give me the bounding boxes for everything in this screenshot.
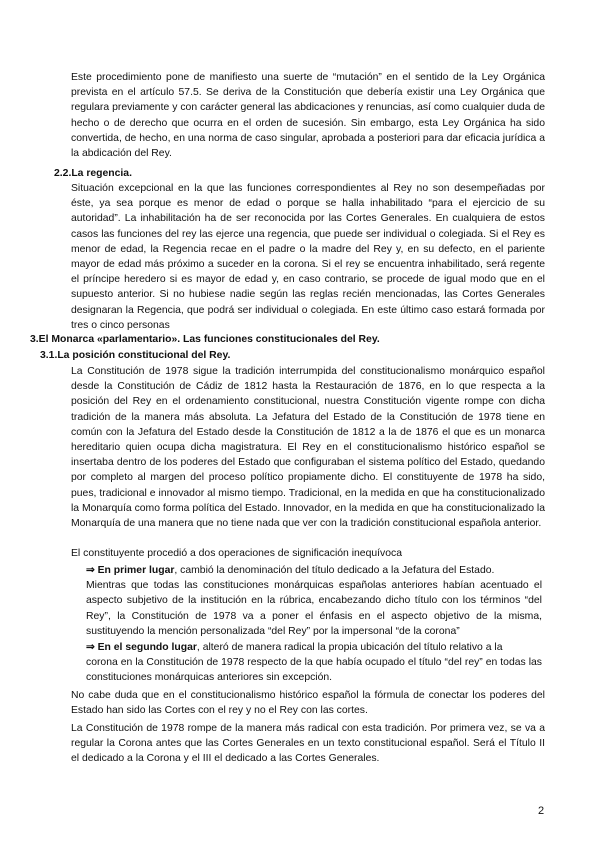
heading-regencia: 2.2.La regencia.	[54, 168, 132, 179]
page-number: 2	[538, 805, 545, 817]
paragraph-operaciones: El constituyente procedió a dos operaciones de significación inequívoca	[71, 548, 402, 559]
arrow-icon: ⇒	[86, 642, 95, 653]
bullet-body: corona en la Constitución de 1978 respecto de la que había ocupado el título “del rey” en todas las constituciones monárquicas anteriores sin excepción.	[86, 657, 542, 684]
bullet-body: Mientras que todas las constituciones monárquicas españolas anteriores habían acentuado el aspecto subjetivo de la institución en la rúbrica, encabezando dicho título con los términos “del Rey”, la Constitución de 1978 va a poner el énfasis en el aspecto objetivo de la misma, sustituyendo la mención personalizada “del Rey” por la impersonal “de la corona”	[86, 580, 542, 637]
paragraph-intro: Este procedimiento pone de manifiesto una suerte de “mutación” en el sentido de la Ley Orgánica prevista en el artículo 57.5. Se deriva de la Constitución que debería existir una Ley Orgánica que regulara previamente y con carácter general las abdicaciones y renuncias, así como cualquier duda de hecho o de derecho que ocurra en el orden de sucesión. Sin embargo, esta Ley Orgánica ha sido convertida, de hecho, en una norma de caso singular, aprobada a posteriori para dar eficacia jurídica a la abdicación del Rey.	[71, 72, 545, 160]
bullet-text: , alteró de manera radical la propia ubicación del título relativo a la	[196, 642, 503, 653]
paragraph-regencia: Situación excepcional en la que las funciones correspondientes al Rey no son desempeñadas por éste, ya sea porque es menor de edad o porque se halla inhabilitado “para el ejercicio de su autoridad”. La inhabilitación ha de ser reconocida por las Cortes Generales. En cualquiera de estos casos las funciones del rey las ejerce una regencia, que puede ser individual o colegiada. Si el Rey es menor de edad, la Regencia recae en el padre o la madre del Rey y, en su defecto, en el pariente mayor de edad más próximo a suceder en la corona. Si el rey se encuentra inhabilitado, será regente el príncipe heredero si es mayor de edad y, en caso contrario, se procede de igual modo que en el supuesto anterior. Si no hubiese nadie según las reglas recién mencionadas, las Cortes Generales designaran la Regencia, que podrá ser individual o colegiada. En este último caso estará formada por tres o cinco personas	[71, 183, 545, 331]
bullet-label: En primer lugar	[97, 565, 175, 576]
paragraph-cortes: No cabe duda que en el constitucionalismo histórico español la fórmula de conectar los poderes del Estado han sido las Cortes con el rey y no el Rey con las cortes.	[71, 690, 545, 717]
heading-posicion-constitucional: 3.1.La posición constitucional del Rey.	[40, 350, 231, 361]
bullet-first-line	[86, 640, 542, 655]
bullet-label: En el segundo lugar	[97, 642, 197, 653]
paragraph-rompe: La Constitución de 1978 rompe de la manera más radical con esta tradición. Por primera vez, se va a regular la Corona antes que las Cortes Generales en un texto constitucional español. Será el Título II el dedicado a la Corona y el III el dedicado a las Cortes Generales.	[71, 723, 545, 765]
heading-monarca-parlamentario: 3.El Monarca «parlamentario». Las funciones constitucionales del Rey.	[30, 334, 380, 345]
bullet-text: , cambió la denominación del título dedicado a la Jefatura del Estado.	[174, 565, 495, 576]
paragraph-posicion: La Constitución de 1978 sigue la tradición interrumpida del constitucionalismo monárquico español desde la Constitución de Cádiz de 1812 hasta la Restauración de 1876, en lo que respecta a la posición del Rey en el ordenamiento constitucional, nuestra Constitución vigente rompe con dicha tradición de la manera más absoluta. La Jefatura del Estado de la Constitución de 1978 tiene en común con la Jefatura del Estado desde la Constitución de 1812 a la de 1876 el que es un monarca hereditario quien ocupa dicha magistratura. El Rey en el constitucionalismo histórico español se insertaba dentro de los poderes del Estado que configuraban el sistema político del Estado, quedando por completo al margen del proceso político propiamente dicho. El constituyente de 1978 ha sido, pues, tradicional e innovador al mismo tiempo. Tradicional, en la medida en que ha constitucionalizado la Monarquía como forma política del Estado. Innovador, en la medida en que ha constitucionalizado la Monarquía de una manera que no tiene nada que ver con la tradición constitucional española anterior.	[71, 366, 545, 530]
bullet-primer-lugar	[86, 563, 542, 639]
bullet-first-line	[86, 563, 542, 578]
bullet-segundo-lugar	[86, 640, 542, 686]
arrow-icon: ⇒	[86, 565, 95, 576]
